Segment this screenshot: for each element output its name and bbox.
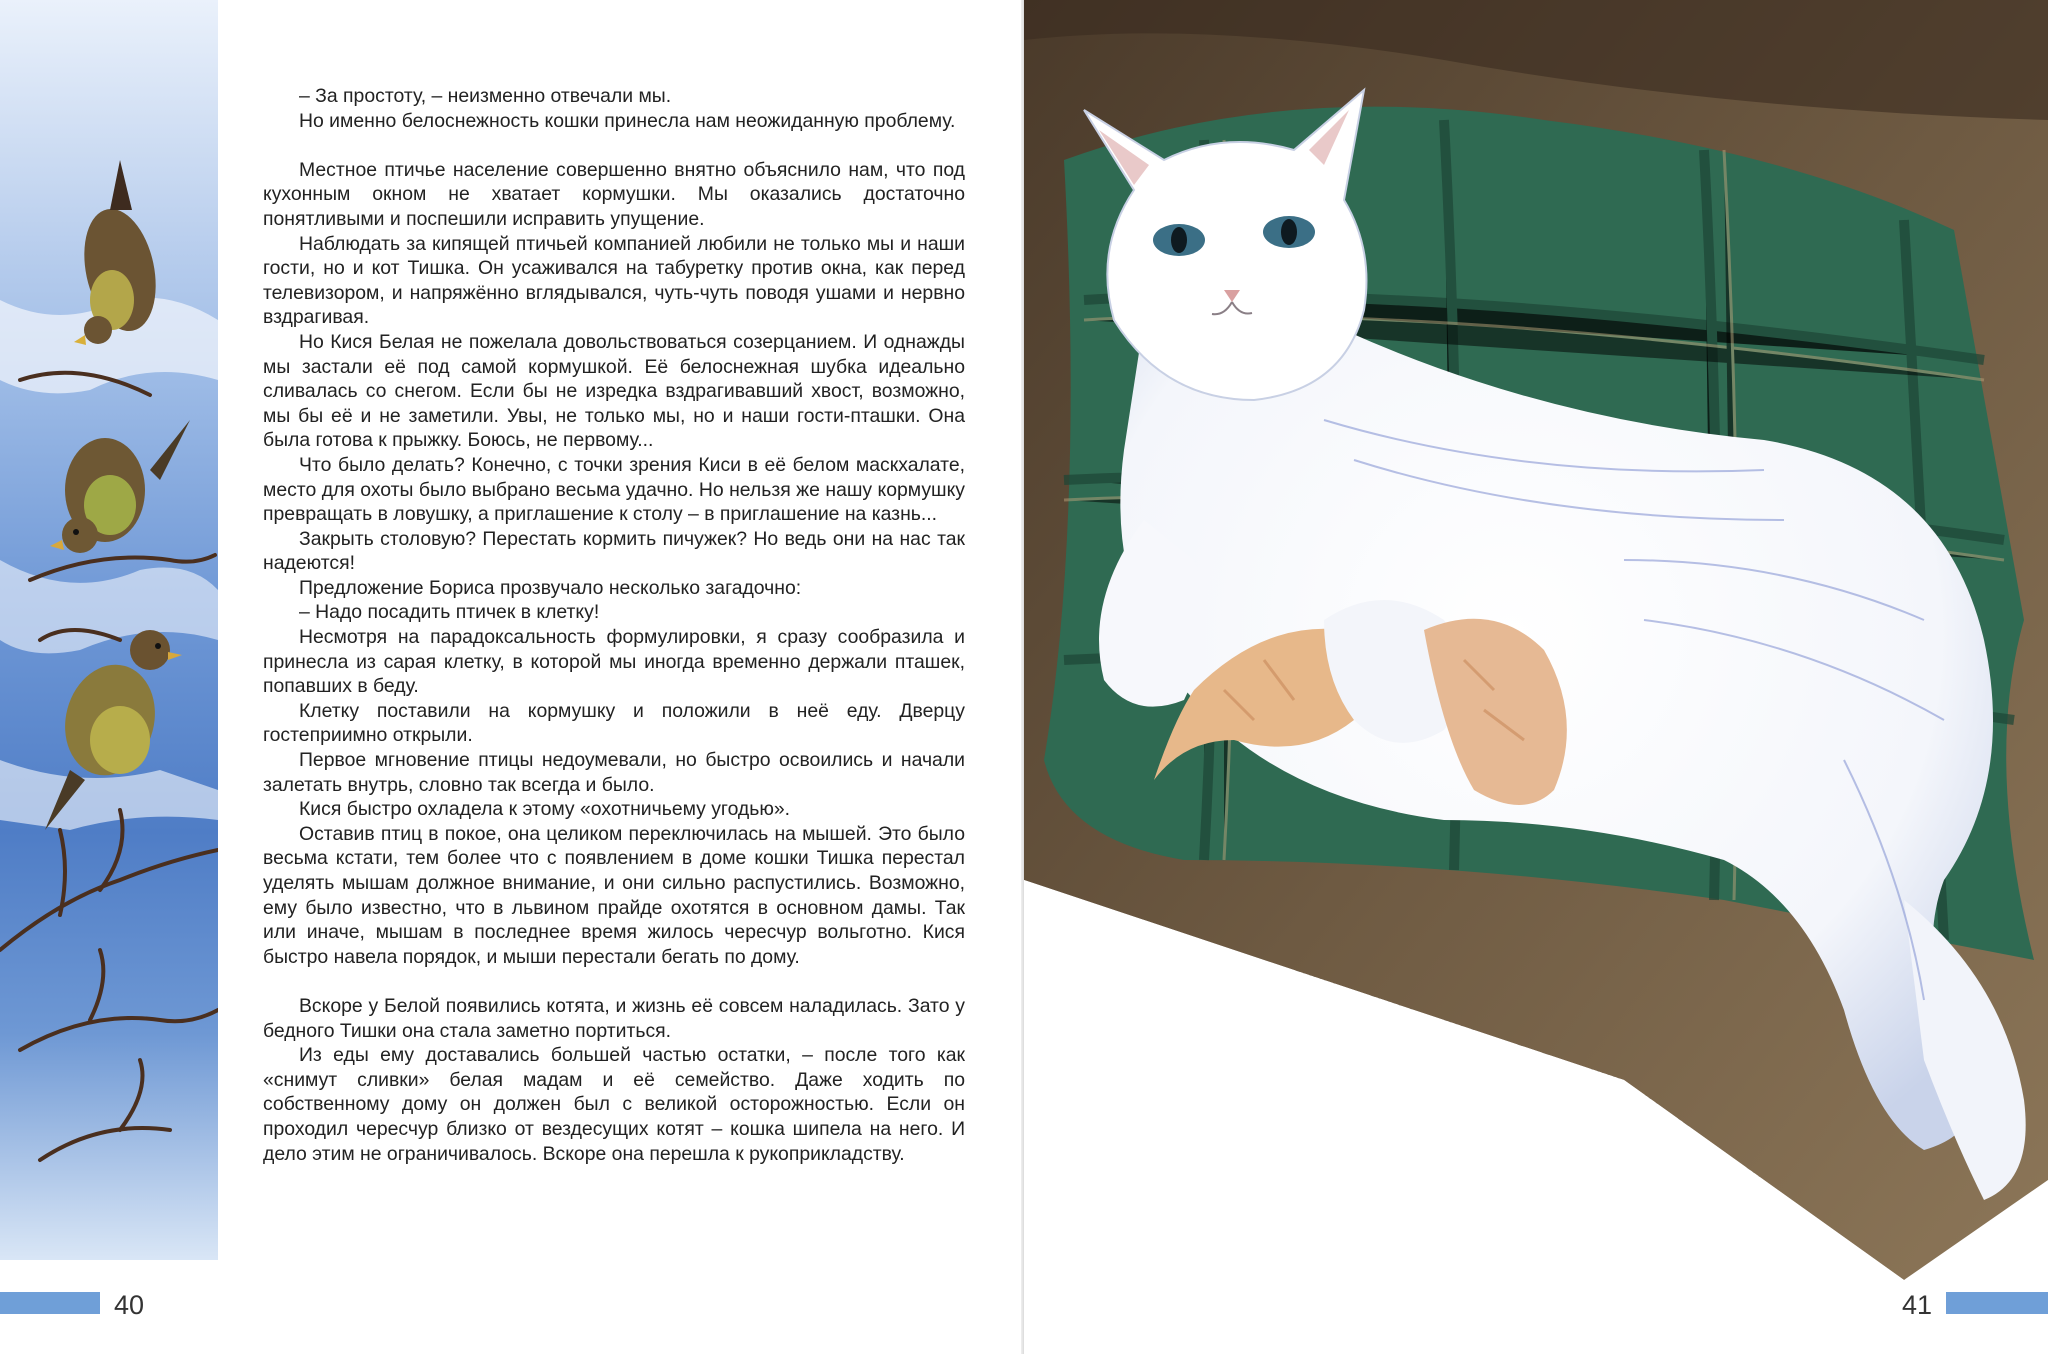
- paragraph: Кися быстро охладела к этому «охотничьему угодью».: [299, 798, 791, 821]
- sparrows-illustration: [0, 0, 218, 1260]
- paragraph: Несмотря на парадоксальность формулировки, я сразу сообразила и принесла из сарая клетку, в которой мы иногда временно держали пташек, попавших в беду.: [263, 626, 965, 698]
- paragraph: Клетку поставили на кормушку и положили в неё еду. Дверцу гостеприимно открыли.: [263, 699, 965, 747]
- page-number-bar: [1946, 1292, 2048, 1314]
- white-cat-nursing-kittens-icon: [1024, 0, 2048, 1280]
- paragraph: Местное птичье население совершенно внятно объяснило нам, что под кухонным окном не хватает кормушки. Мы оказались достаточно понятливыми и поспешили исправить упущение.: [263, 158, 965, 230]
- paragraph: Но Кися Белая не пожелала довольствоваться созерцанием. И однажды мы застали её под самой кормушкой. Её белоснежная шубка идеально сливалась со снегом. Если бы не изредка вздрагивавший хвост, возможно, мы бы её и не заметили. Увы, не только мы, но и наши гости-пташки. Она была готова к прыжку. Боюсь, не первому...: [263, 330, 965, 452]
- paragraph: – Надо посадить птичек в клетку!: [299, 601, 600, 624]
- paragraph: Наблюдать за кипящей птичьей компанией любили не только мы и наши гости, но и кот Тишка. Он усаживался на табуретку против окна, как перед телевизором, и напряжённо вглядывался, чуть-чуть поводя ушами и нервно вздрагивая.: [263, 232, 965, 329]
- page-number: 40: [114, 1290, 145, 1320]
- sparrows-on-snowy-branch-icon: [0, 0, 218, 1260]
- cat-illustration: [1024, 0, 2048, 1280]
- page-number: 41: [1902, 1290, 1933, 1320]
- left-page-text: [263, 84, 965, 1166]
- paragraph: Предложение Бориса прозвучало несколько загадочно:: [299, 576, 802, 599]
- paragraph: – За простоту, – неизменно отвечали мы.: [299, 85, 672, 107]
- paragraph: Что было делать? Конечно, с точки зрения Киси в её белом маскхалате, место для охоты было выбрано весьма удачно. Но нельзя же нашу кормушку превращать в ловушку, а приглашение к столу – в приглашение на казнь...: [263, 453, 965, 526]
- paragraph: Первое мгновение птицы недоумевали, но быстро освоились и начали залетать внутрь, словно так всегда и было.: [263, 749, 965, 796]
- paragraph: Вскоре у Белой появились котята, и жизнь её совсем наладилась. Зато у бедного Тишки она стала заметно портиться.: [263, 994, 965, 1042]
- paragraph: Закрыть столовую? Перестать кормить пичужек? Но ведь они на нас так надеются!: [263, 527, 965, 575]
- paragraph: Но именно белоснежность кошки принесла нам неожиданную проблему.: [299, 109, 956, 132]
- paragraph: Оставив птиц в покое, она целиком переключилась на мышей. Это было весьма кстати, тем более что с появлением в доме кошки Тишка перестал уделять мышам должное внимание, и они сильно распустились. Возможно, ему было известно, что в львином прайде охотятся в основном дамы. Так или иначе, мышам в последнее время жилось чересчур вольготно. Кися быстро навела порядок, и мыши перестали бегать по дому.: [263, 822, 965, 968]
- page-number-bar: [0, 1292, 100, 1314]
- paragraph: Из еды ему доставались большей частью остатки, – после того как «снимут сливки» белая мадам и её семейство. Даже ходить по собственному дому он должен был с великой осторожностью. Если он проходил чересчур близко от вездесущих котят – кошка шипела на него. И дело этим не ограничивалось. Вскоре она перешла к рукоприкладству.: [263, 1044, 965, 1165]
